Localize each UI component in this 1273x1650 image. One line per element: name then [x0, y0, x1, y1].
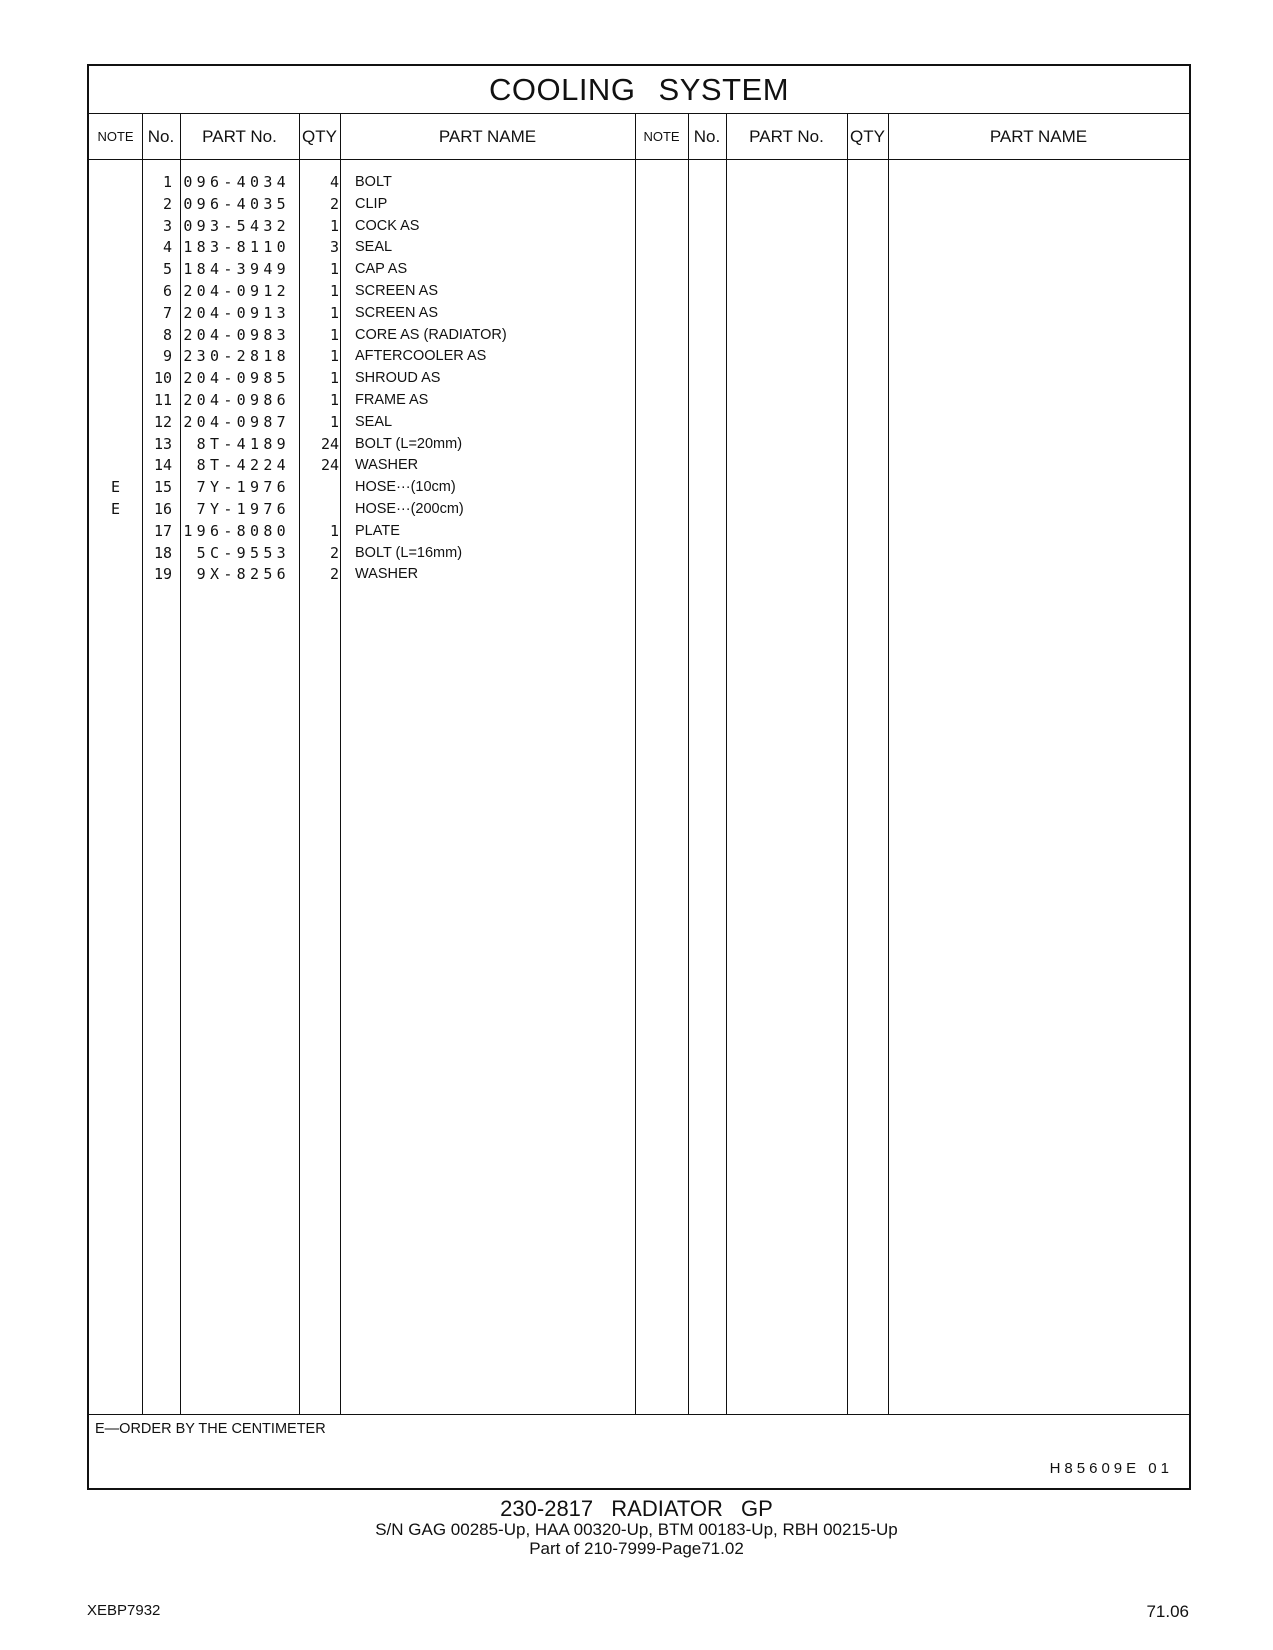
row-quantity: 1 — [329, 521, 339, 540]
row-quantity: 1 — [329, 347, 339, 366]
row-quantity: 1 — [329, 216, 339, 235]
row-number: 11 — [153, 391, 172, 409]
table-row — [89, 389, 1189, 412]
table-row — [89, 476, 1189, 499]
row-part-name: SCREEN AS — [355, 304, 438, 321]
row-note: E — [110, 478, 121, 497]
header-part-no-left: PART No. — [202, 127, 277, 146]
row-note: E — [110, 500, 121, 518]
table-row — [89, 411, 1189, 434]
row-note — [89, 389, 142, 412]
row-part-number: 093-5432 — [183, 216, 290, 235]
row-number: 15 — [153, 478, 172, 497]
header-no-right: No. — [693, 127, 721, 146]
row-quantity: 1 — [329, 412, 339, 431]
row-part-name: CORE AS (RADIATOR) — [355, 326, 507, 343]
row-quantity: 24 — [320, 434, 339, 453]
footnote: E—ORDER BY THE CENTIMETER — [95, 1421, 326, 1437]
row-note — [89, 563, 142, 586]
row-quantity: 2 — [329, 194, 339, 213]
row-part-name: WASHER — [355, 566, 419, 583]
header-qty-left: QTY — [302, 127, 337, 146]
row-part-number: 204-0987 — [183, 412, 290, 431]
table-row — [89, 367, 1189, 390]
row-part-number: 096-4035 — [183, 194, 290, 213]
row-note — [89, 280, 142, 303]
table-row — [89, 345, 1189, 368]
serial-numbers: S/N GAG 00285-Up, HAA 00320-Up, BTM 00183-Up, RBH 00215-Up — [375, 1520, 898, 1539]
row-part-name: AFTERCOOLER AS — [355, 348, 487, 365]
row-part-number: 204-0983 — [183, 325, 290, 344]
table-row — [89, 324, 1189, 347]
row-note — [89, 367, 142, 390]
row-quantity: 2 — [329, 543, 339, 562]
table-row — [89, 171, 1189, 194]
row-part-name: BOLT (L=16mm) — [355, 544, 463, 561]
table-row — [89, 302, 1189, 325]
row-quantity: 4 — [329, 173, 339, 191]
row-number: 19 — [153, 565, 172, 584]
row-part-name: SEAL — [355, 413, 393, 430]
row-number: 3 — [162, 216, 172, 235]
row-note — [89, 193, 142, 216]
table-row — [89, 258, 1189, 281]
row-note — [89, 433, 142, 456]
row-part-name: FRAME AS — [355, 392, 429, 408]
row-quantity: 3 — [329, 238, 339, 257]
row-part-number: 5C-9553 — [196, 543, 290, 562]
row-quantity: 1 — [329, 391, 339, 409]
document-id: XEBP7932 — [87, 1602, 161, 1619]
row-part-name: COCK AS — [355, 217, 420, 234]
row-note — [89, 542, 142, 565]
row-part-name: BOLT — [355, 174, 392, 190]
footer-divider — [89, 1414, 1189, 1415]
page-number: 71.06 — [1146, 1602, 1189, 1621]
row-part-number: 183-8110 — [183, 238, 290, 257]
row-number: 2 — [162, 194, 172, 213]
row-quantity — [303, 498, 339, 521]
row-quantity: 1 — [329, 369, 339, 388]
row-note — [89, 411, 142, 434]
row-quantity: 24 — [320, 456, 339, 475]
table-row — [89, 193, 1189, 216]
row-part-number: 8T-4224 — [196, 456, 290, 475]
row-quantity: 1 — [329, 303, 339, 322]
row-number: 9 — [162, 347, 172, 366]
table-row — [89, 520, 1189, 543]
group-title: 230-2817 RADIATOR GP — [500, 1496, 773, 1521]
row-quantity: 2 — [329, 565, 339, 584]
parts-sheet — [87, 64, 1191, 1490]
row-part-name: BOLT (L=20mm) — [355, 435, 463, 452]
row-note — [89, 324, 142, 347]
row-part-number: 7Y-1976 — [196, 500, 290, 518]
row-number: 6 — [162, 282, 172, 300]
row-part-number: 9X-8256 — [196, 565, 290, 584]
row-part-name: SCREEN AS — [355, 283, 438, 299]
row-number: 12 — [153, 412, 172, 431]
row-part-number: 204-0912 — [183, 282, 290, 300]
row-number: 10 — [153, 369, 172, 388]
row-note — [89, 520, 142, 543]
row-part-name: PLATE — [355, 522, 400, 539]
row-note — [89, 215, 142, 238]
row-part-number: 7Y-1976 — [196, 478, 290, 497]
row-number: 8 — [162, 325, 172, 344]
table-row — [89, 433, 1189, 456]
row-part-number: 204-0913 — [183, 303, 290, 322]
header-part-no-right: PART No. — [749, 127, 824, 146]
row-quantity: 1 — [329, 325, 339, 344]
row-quantity: 1 — [329, 282, 339, 300]
row-quantity: 1 — [329, 260, 339, 279]
row-number: 5 — [162, 260, 172, 279]
row-part-number: 096-4034 — [183, 173, 290, 191]
row-part-number: 204-0986 — [183, 391, 290, 409]
row-number: 18 — [153, 543, 172, 562]
header-note-right: NOTE — [643, 129, 680, 144]
table-row — [89, 498, 1189, 521]
row-note — [89, 236, 142, 259]
row-note — [89, 258, 142, 281]
row-note — [89, 171, 142, 194]
row-part-number: 184-3949 — [183, 260, 290, 279]
table-row — [89, 215, 1189, 238]
row-number: 7 — [162, 303, 172, 322]
row-part-name: SEAL — [355, 239, 393, 256]
table-row — [89, 236, 1189, 259]
row-part-number: 8T-4189 — [196, 434, 290, 453]
reference-code: H85609E 01 — [1049, 1460, 1173, 1477]
row-part-name: SHROUD AS — [355, 370, 441, 387]
part-of-reference: Part of 210-7999-Page71.02 — [529, 1539, 744, 1558]
row-part-number: 204-0985 — [183, 369, 290, 388]
header-part-name-left: PART NAME — [438, 127, 537, 146]
row-part-name: CLIP — [355, 195, 388, 212]
row-number: 4 — [162, 238, 172, 257]
page-title: COOLING SYSTEM — [89, 66, 1189, 114]
row-quantity — [303, 476, 339, 499]
row-note — [89, 302, 142, 325]
row-part-name: HOSE···(200cm) — [355, 501, 464, 517]
table-row — [89, 563, 1189, 586]
row-number: 13 — [153, 434, 172, 453]
row-number: 17 — [153, 521, 172, 540]
row-part-name: HOSE···(10cm) — [355, 479, 456, 496]
row-note — [89, 345, 142, 368]
header-no-left: No. — [147, 127, 175, 146]
row-part-name: CAP AS — [355, 261, 408, 278]
table-row — [89, 280, 1189, 303]
row-number: 14 — [153, 456, 172, 475]
header-qty-right: QTY — [850, 127, 885, 146]
row-part-number: 230-2818 — [183, 347, 290, 366]
table-row — [89, 542, 1189, 565]
header-part-name-right: PART NAME — [989, 127, 1088, 146]
row-part-number: 196-8080 — [183, 521, 290, 540]
row-number: 1 — [162, 173, 172, 191]
column-header-row — [89, 114, 1189, 160]
table-row — [89, 454, 1189, 477]
header-note-left: NOTE — [97, 129, 134, 144]
row-note — [89, 454, 142, 477]
row-part-name: WASHER — [355, 457, 419, 474]
row-number: 16 — [153, 500, 172, 518]
